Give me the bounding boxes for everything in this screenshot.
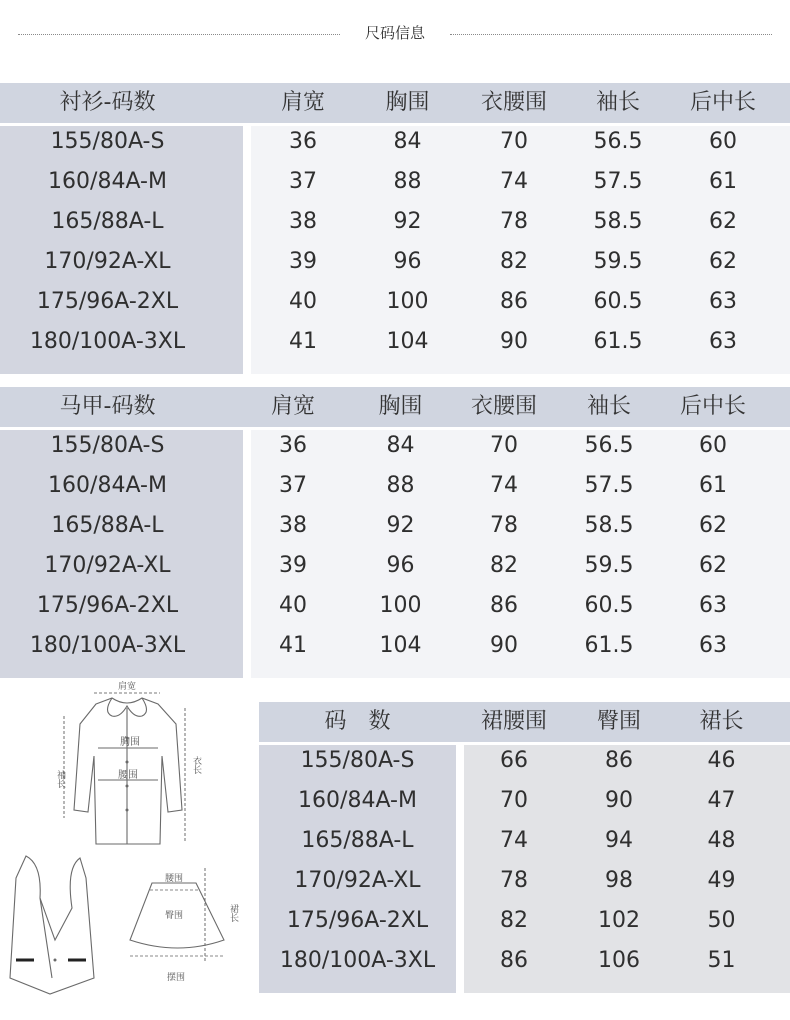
measurement-cell: 90 [490,633,518,658]
label-skirt-waist: 腰围 [164,874,184,884]
header-chest: 胸围 [378,394,423,419]
label-chest: 胸围 [120,737,140,748]
measurement-cell: 96 [393,249,422,274]
measurement-cell: 88 [386,473,415,498]
measurement-cell: 62 [709,209,737,234]
size-cell: 165/88A-L [51,209,164,234]
size-cell: 160/84A-M [48,473,167,498]
measurement-cell: 63 [709,289,737,314]
header-shoulder: 肩宽 [280,90,325,115]
measurement-cell: 50 [707,908,736,933]
label-waist: 腰围 [118,770,138,781]
measurement-cell: 74 [500,828,528,853]
header-size: 衬衫-码数 [59,90,156,115]
measurement-cell: 61 [699,473,727,498]
measurement-cell: 38 [279,513,307,538]
measurement-cell: 51 [707,948,736,973]
header-size: 马甲-码数 [59,394,156,419]
header-hip: 臀围 [596,709,641,734]
measurement-cell: 60 [709,129,737,154]
measurement-cell: 70 [490,433,518,458]
measurement-cell: 60 [699,433,727,458]
header-chest: 胸围 [385,90,430,115]
measurement-cell: 59.5 [593,249,643,274]
measurement-cell: 82 [500,249,528,274]
header-sleeve: 袖长 [595,90,640,115]
measurement-cell: 38 [289,209,317,234]
measurement-cell: 61 [709,169,737,194]
measurement-cell: 74 [500,169,528,194]
measurement-cell: 82 [500,908,528,933]
measurement-cell: 86 [490,593,518,618]
measurement-cell: 48 [707,828,736,853]
header-waist: 衣腰围 [480,90,547,115]
measurement-cell: 98 [605,868,633,893]
size-cell: 180/100A-3XL [29,329,186,354]
garment-measurement-diagram [0,678,255,1008]
measurement-cell: 61.5 [593,329,643,354]
measurement-cell: 37 [279,473,307,498]
measurement-cell: 63 [699,593,727,618]
size-cell: 160/84A-M [48,169,167,194]
header-skirt-waist: 裙腰围 [480,709,547,734]
size-cell: 170/92A-XL [44,249,171,274]
measurement-cell: 100 [386,289,429,314]
measurement-cell: 84 [393,129,422,154]
size-cell: 165/88A-L [51,513,164,538]
measurement-cell: 70 [500,129,528,154]
size-cell: 175/96A-2XL [36,593,179,618]
measurement-cell: 102 [598,908,640,933]
size-cell: 180/100A-3XL [279,948,436,973]
header-sleeve: 袖长 [586,394,631,419]
size-cell: 160/84A-M [298,788,417,813]
label-skirt-length: 裙长 [228,904,238,922]
size-cell: 165/88A-L [301,828,414,853]
table-header [259,702,790,742]
size-cell: 170/92A-XL [44,553,171,578]
label-body-length: 衣长 [191,756,201,774]
measurement-cell: 39 [279,553,307,578]
measurement-cell: 56.5 [584,433,634,458]
measurement-cell: 37 [289,169,317,194]
measurement-cell: 39 [289,249,317,274]
size-cell: 155/80A-S [50,433,165,458]
measurement-cell: 62 [699,553,727,578]
measurement-cell: 49 [707,868,736,893]
size-cell: 155/80A-S [300,748,415,773]
page-title: 尺码信息 [364,24,425,42]
header-skirt-length: 裙长 [699,709,744,734]
measurement-cell: 106 [598,948,640,973]
measurement-cell: 104 [386,329,429,354]
measurement-cell: 58.5 [584,513,634,538]
measurement-cell: 46 [707,748,736,773]
measurement-cell: 63 [709,329,737,354]
measurement-cell: 56.5 [593,129,643,154]
label-shoulder: 肩宽 [117,682,137,692]
measurement-cell: 100 [379,593,422,618]
measurement-cell: 84 [386,433,415,458]
measurement-cell: 92 [393,209,422,234]
measurement-cell: 104 [379,633,422,658]
measurement-cell: 41 [289,329,317,354]
header-back-length: 后中长 [689,90,756,115]
measurement-cell: 41 [279,633,307,658]
measurement-cell: 86 [500,289,528,314]
measurement-cell: 57.5 [584,473,634,498]
measurement-cell: 88 [393,169,422,194]
measurement-cell: 36 [289,129,317,154]
shirt-size-table [0,83,790,374]
measurement-cell: 90 [500,329,528,354]
size-cell: 175/96A-2XL [36,289,179,314]
measurement-cell: 92 [386,513,415,538]
measurement-cell: 94 [605,828,633,853]
measurement-cell: 82 [490,553,518,578]
measurement-cell: 62 [709,249,737,274]
label-sleeve: 袖长 [55,770,65,788]
measurement-cell: 86 [500,948,528,973]
measurement-cell: 86 [605,748,633,773]
measurement-cell: 40 [279,593,307,618]
measurement-cell: 61.5 [584,633,634,658]
measurement-cell: 36 [279,433,307,458]
label-hip: 臀围 [164,911,184,921]
size-cell: 175/96A-2XL [286,908,429,933]
measurement-cell: 78 [490,513,518,538]
table-header [0,83,790,123]
measurement-cell: 70 [500,788,528,813]
header-back-length: 后中长 [679,394,746,419]
measurement-cell: 57.5 [593,169,643,194]
measurement-cell: 59.5 [584,553,634,578]
table-header [0,387,790,427]
header-shoulder: 肩宽 [270,394,315,419]
header-waist: 衣腰围 [470,394,537,419]
header-size: 码 数 [324,709,391,734]
measurement-cell: 47 [707,788,736,813]
label-hem: 摆围 [166,973,186,983]
measurement-cell: 78 [500,209,528,234]
measurement-cell: 58.5 [593,209,643,234]
vest-size-table [0,387,790,678]
size-cell: 180/100A-3XL [29,633,186,658]
title-divider-left [18,34,340,35]
measurement-cell: 62 [699,513,727,538]
size-cell: 155/80A-S [50,129,165,154]
measurement-cell: 40 [289,289,317,314]
measurement-cell: 66 [500,748,528,773]
size-cell: 170/92A-XL [294,868,421,893]
measurement-cell: 74 [490,473,518,498]
measurement-cell: 60.5 [593,289,643,314]
measurement-cell: 90 [605,788,633,813]
measurement-cell: 96 [386,553,415,578]
title-divider-right [450,34,772,35]
measurement-cell: 60.5 [584,593,634,618]
measurement-cell: 63 [699,633,727,658]
measurement-cell: 78 [500,868,528,893]
